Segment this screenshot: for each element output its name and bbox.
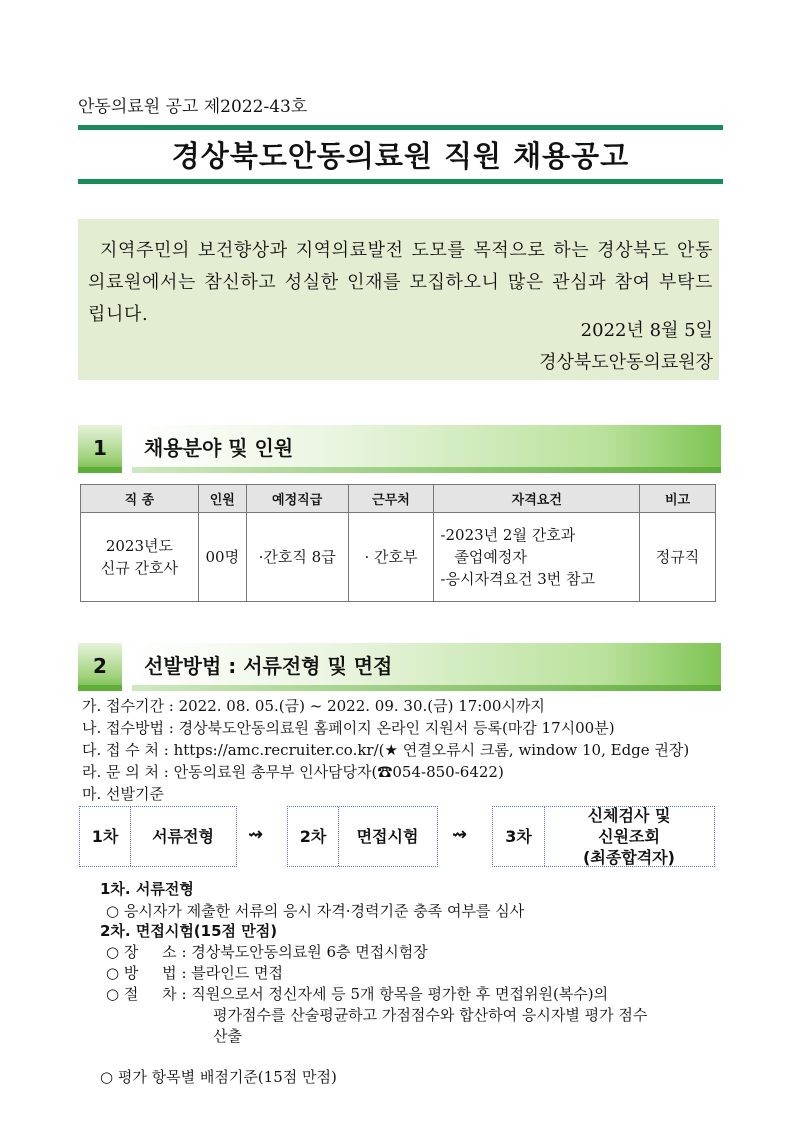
title-bottom-rule: [78, 179, 723, 184]
job-cell: [81, 513, 199, 602]
section-title: 선발방법 : 서류전형 및 면접: [132, 643, 721, 691]
requirements-cell: [434, 513, 640, 602]
step-label: [544, 807, 714, 866]
info-item-period: 가. 접수기간 : 2022. 08. 05.(금) ~ 2022. 09. 30.(금) 17:00시까지: [82, 697, 545, 715]
info-item-criteria: 마. 선발기준: [82, 785, 164, 803]
title-top-rule: [78, 125, 723, 130]
flow-arrow-icon: ⇝: [248, 824, 264, 845]
info-item-contact: 라. 문 의 처 : 안동의료원 총무부 인사담당자(☎054-850-6422): [82, 763, 504, 781]
step-number: 3차: [505, 827, 532, 846]
page-title: 경상북도안동의료원 직원 채용공고: [171, 139, 630, 173]
stage2-procedure-cont: 평가점수를 산술평균하고 가점점수와 합산하여 응시자별 평가 점수: [213, 1006, 648, 1024]
stage2-procedure: ○ 절 차 : 직원으로서 정신자세 등 5개 항목을 평가한 후 면접위원(복수)의: [106, 985, 609, 1003]
requirement-line: 졸업예정자: [454, 548, 527, 566]
note-cell: 정규직: [640, 513, 716, 602]
info-item-method: 나. 접수방법 : 경상북도안동의료원 홈페이지 온라인 지원서 등록(마감 17시00분): [82, 719, 615, 737]
issuer-signature: 경상북도안동의료원장: [539, 352, 713, 373]
notice-number: 안동의료원 공고 제2022-43호: [78, 97, 308, 117]
column-header: 직 종: [81, 485, 199, 513]
column-header: 예정직급: [246, 485, 348, 513]
scoring-criteria: ○ 평가 항목별 배점기준(15점 만점): [100, 1068, 337, 1086]
requirement-line: -2023년 2월 간호과: [440, 526, 576, 544]
column-header: 비고: [640, 485, 716, 513]
step-label-line: (최종합격자): [583, 848, 675, 867]
stage1-item: ○ 응시자가 제출한 서류의 응시 자격·경력기준 충족 여부를 심사: [106, 902, 525, 920]
job-line: 2023년도: [105, 537, 173, 555]
step-label-line: 신체검사 및: [587, 806, 671, 825]
stage2-heading: 2차. 면접시험(15점 만점): [100, 922, 278, 940]
info-item-url: 다. 접 수 처 : https://amc.recruiter.co.kr/(★ 연결오류시 크롬, window 10, Edge 권장): [82, 741, 690, 759]
step-label: 면접시험: [356, 827, 419, 846]
count-cell: 00명: [198, 513, 246, 602]
job-line: 신규 간호사: [100, 559, 179, 577]
stage1-heading: 1차. 서류전형: [100, 880, 194, 898]
step-number: 2차: [299, 827, 327, 846]
intro-text: 지역주민의 보건향상과 지역의료발전 도모를 목적으로 하는 경상북도 안동의료원에서는 참신하고 성실한 인재를 모집하오니 많은 관심과 참여 부탁드립니다.: [88, 240, 713, 325]
requirement-line: -응시자격요건 3번 참고: [440, 570, 595, 588]
section-2-header: [78, 643, 721, 691]
step-label: 서류전형: [152, 827, 214, 846]
stage2-place: ○ 장 소 : 경상북도안동의료원 6층 면접시험장: [106, 943, 428, 961]
stage2-procedure-cont: 산출: [213, 1027, 242, 1045]
step-number: 1차: [91, 827, 119, 846]
flow-step-2: [287, 806, 438, 867]
section-title: 채용분야 및 인원: [132, 425, 721, 473]
column-header: 자격요건: [434, 485, 640, 513]
column-header: 근무처: [348, 485, 434, 513]
table-row: [81, 513, 716, 602]
section-number: 1: [78, 425, 122, 473]
flow-arrow-icon: ⇝: [452, 824, 468, 845]
table-header-row: [81, 485, 716, 513]
column-header: 인원: [198, 485, 246, 513]
section-number: 2: [78, 643, 122, 691]
flow-step-1: [79, 806, 237, 867]
workplace-cell: · 간호부: [348, 513, 434, 602]
section-1-header: [78, 425, 721, 473]
grade-cell: ·간호직 8급: [246, 513, 348, 602]
recruitment-table: [80, 484, 716, 602]
intro-box: [78, 219, 719, 380]
stage2-method: ○ 방 법 : 블라인드 면접: [106, 964, 283, 982]
flow-step-3: [492, 806, 715, 867]
step-label-line: 신원조회: [598, 827, 660, 846]
announcement-date: 2022년 8월 5일: [580, 320, 713, 341]
